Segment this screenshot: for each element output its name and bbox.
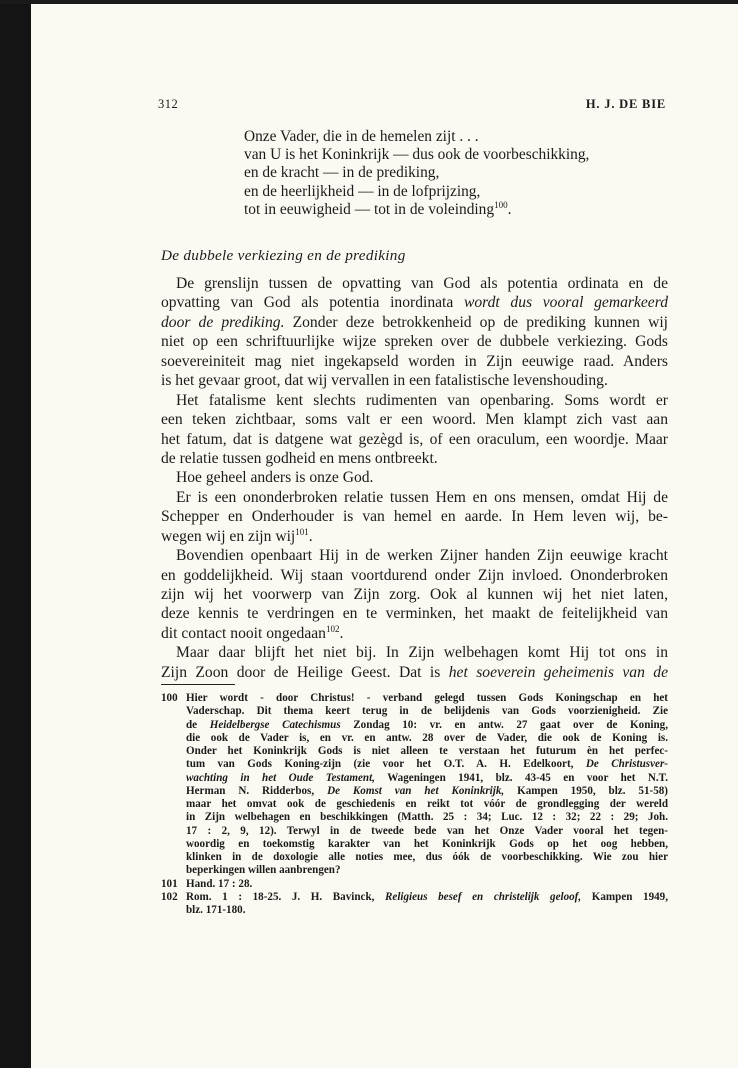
text-line: opvatting van God als potentia inordinata wordt dus vooral gemarkeerd <box>161 294 668 312</box>
footnote-number: 101 <box>161 877 178 890</box>
poem-line: en de kracht — in de prediking, <box>244 164 440 182</box>
text-line: niet op een schriftuurlijke wijze spreken over de dubbele verkiezing. Gods <box>161 333 668 351</box>
running-head: H. J. DE BIE <box>585 97 666 111</box>
footnote-102 <box>161 891 668 918</box>
text-line: en goddelijkheid. Wij staan voortdurend onder Zijn invloed. Ononderbroken <box>161 566 668 584</box>
emphasis: wordt dus vooral gemarkeerd <box>463 294 668 312</box>
text-line: is het gevaar groot, dat wij vervallen in een fatalistische levenshouding. <box>161 372 608 390</box>
page-header <box>158 97 666 113</box>
footnote-line: wachting in het Oude Testament, Wageningen 1941, blz. 43-45 en voor het N.T. <box>186 771 668 784</box>
footnote-line: blz. 171-180. <box>186 904 246 916</box>
footnote-line: die ook de Vader is, en vr. en antw. 28 over de Vader, die ook de Koning is. <box>186 731 668 744</box>
footnote-line: 17 : 2, 9, 12). Terwyl in de tweede bede van het Onze Vader vooral het tegen- <box>186 824 668 837</box>
footnote-line: klinken in de doxologie alle noties mee, dus óók de voorbeschikking. Wie zou hier <box>186 851 668 863</box>
footnote-line: woordig en toekomstig karakter van het Koninkrijk Gods op het oog hebben, <box>186 837 668 850</box>
poem-line: en de heerlijkheid — in de lofprijzing, <box>244 182 481 200</box>
poem-line: tot in eeuwigheid — tot in de voleinding$^{100}$. <box>244 199 512 218</box>
scan-border-left <box>0 0 31 1068</box>
footnote-line: beperkingen willen aanbrengen? <box>186 864 341 877</box>
footnote-ref: 100 <box>494 199 508 210</box>
poem-line: van U is het Koninkrijk — dus ook de voorbeschikking, <box>244 146 590 164</box>
text-line: Er is een ononderbroken relatie tussen Hem en ons mensen, omdat Hij de <box>176 488 668 506</box>
footnote-ref: 101 <box>295 526 309 537</box>
footnote-line: tum van Gods Koning-zijn (zie voor het O.T. A. H. Edelkoort, De Christusver- <box>186 758 668 771</box>
footnote-line: Hand. 17 : 28. <box>186 877 253 890</box>
footnote-line: Rom. 1 : 18-25. J. H. Bavinck, Religieus besef en christelijk geloof, Kampen 1949, <box>186 890 668 903</box>
footnote-divider <box>161 684 235 685</box>
text-line: deze kennis te verdringen en te verminken, het maakt de feitelijkheid van <box>161 605 668 623</box>
text-line: Bovendien openbaart Hij in de werken Zijner handen Zijn eeuwige kracht <box>176 547 668 565</box>
text-line: dit contact nooit ongedaan$^{102}$. <box>161 623 344 642</box>
footnote-line: de Heidelbergse Catechismus Zondag 10: vr. en antw. 27 gaat over de Koning, <box>186 718 668 731</box>
footnote-100 <box>161 692 668 878</box>
text-line: Het fatalisme kent slechts rudimenten van openbaring. Soms wordt er <box>176 391 668 409</box>
footnote-line: Herman N. Ridderbos, De Komst van het Koninkrijk, Kampen 1950, blz. 51-58) <box>186 784 668 797</box>
emphasis: door de prediking. <box>161 313 285 331</box>
text-line: De grenslijn tussen de opvatting van God als potentia ordinata en de <box>176 275 668 292</box>
text-line: wegen wij en zijn wij$^{101}$. <box>161 526 313 545</box>
footnote-number: 102 <box>161 890 178 903</box>
text-line: Zijn Zoon door de Heilige Geest. Dat is het soeverein geheimenis van de <box>161 663 668 681</box>
text-line: Maar daar blijft het niet bij. In Zijn welbehagen komt Hij tot ons in <box>176 644 668 662</box>
footnote-line: Onder het Koninkrijk Gods is niet alleen te verstaan het futurum èn het perfec- <box>186 745 668 757</box>
text-line: soevereiniteit mag niet ingekapseld worden in Zijn eeuwige raad. Anders <box>161 352 668 370</box>
footnote-line: in Zijn welbehagen en beschikkingen (Matth. 25 : 34; Luc. 12 : 32; 22 : 29; Joh. <box>186 811 668 824</box>
footnote-line: Hier wordt - door Christus! - verband gelegd tussen Gods Koningschap en het <box>186 692 668 704</box>
footnote-101 <box>161 878 668 891</box>
text-line: Schepper en Onderhouder is van hemel en aarde. In Hem leven wij, be- <box>161 508 668 526</box>
emphasis: het soeverein geheimenis van de <box>448 663 668 681</box>
footnote-ref: 102 <box>325 623 340 634</box>
section-title: De dubbele verkiezing en de prediking <box>161 247 406 264</box>
footnotes <box>161 692 668 917</box>
text-line: zijn wij het voorwerp van Zijn zorg. Ook al kunnen wij het niet laten, <box>161 586 668 603</box>
text-line: Hoe geheel anders is onze God. <box>176 469 374 487</box>
footnote-line: maar het omvat ook de geschiedenis en reikt tot vóór de grondlegging der wereld <box>186 798 668 810</box>
text-line: een teken zichtbaar, soms valt er een woord. Men klampt zich vast aan <box>161 411 668 429</box>
body-text <box>161 274 668 682</box>
text-line: het fatum, dat is datgene wat gezègd is, of een oraculum, een woordje. Maar <box>161 430 668 448</box>
text-line: door de prediking. Zonder deze betrokkenheid op de prediking kunnen wij <box>161 313 668 331</box>
footnote-line: Vaderschap. Dit thema keert terug in de belijdenis van Gods voorzienigheid. Zie <box>186 705 668 718</box>
poem-line: Onze Vader, die in de hemelen zijt . . . <box>244 128 479 145</box>
poem-quote <box>244 128 589 219</box>
text-line: de relatie tussen godheid en mens ontbreekt. <box>161 449 438 467</box>
footnote-number: 100 <box>161 692 178 704</box>
page-number: 312 <box>158 97 179 111</box>
